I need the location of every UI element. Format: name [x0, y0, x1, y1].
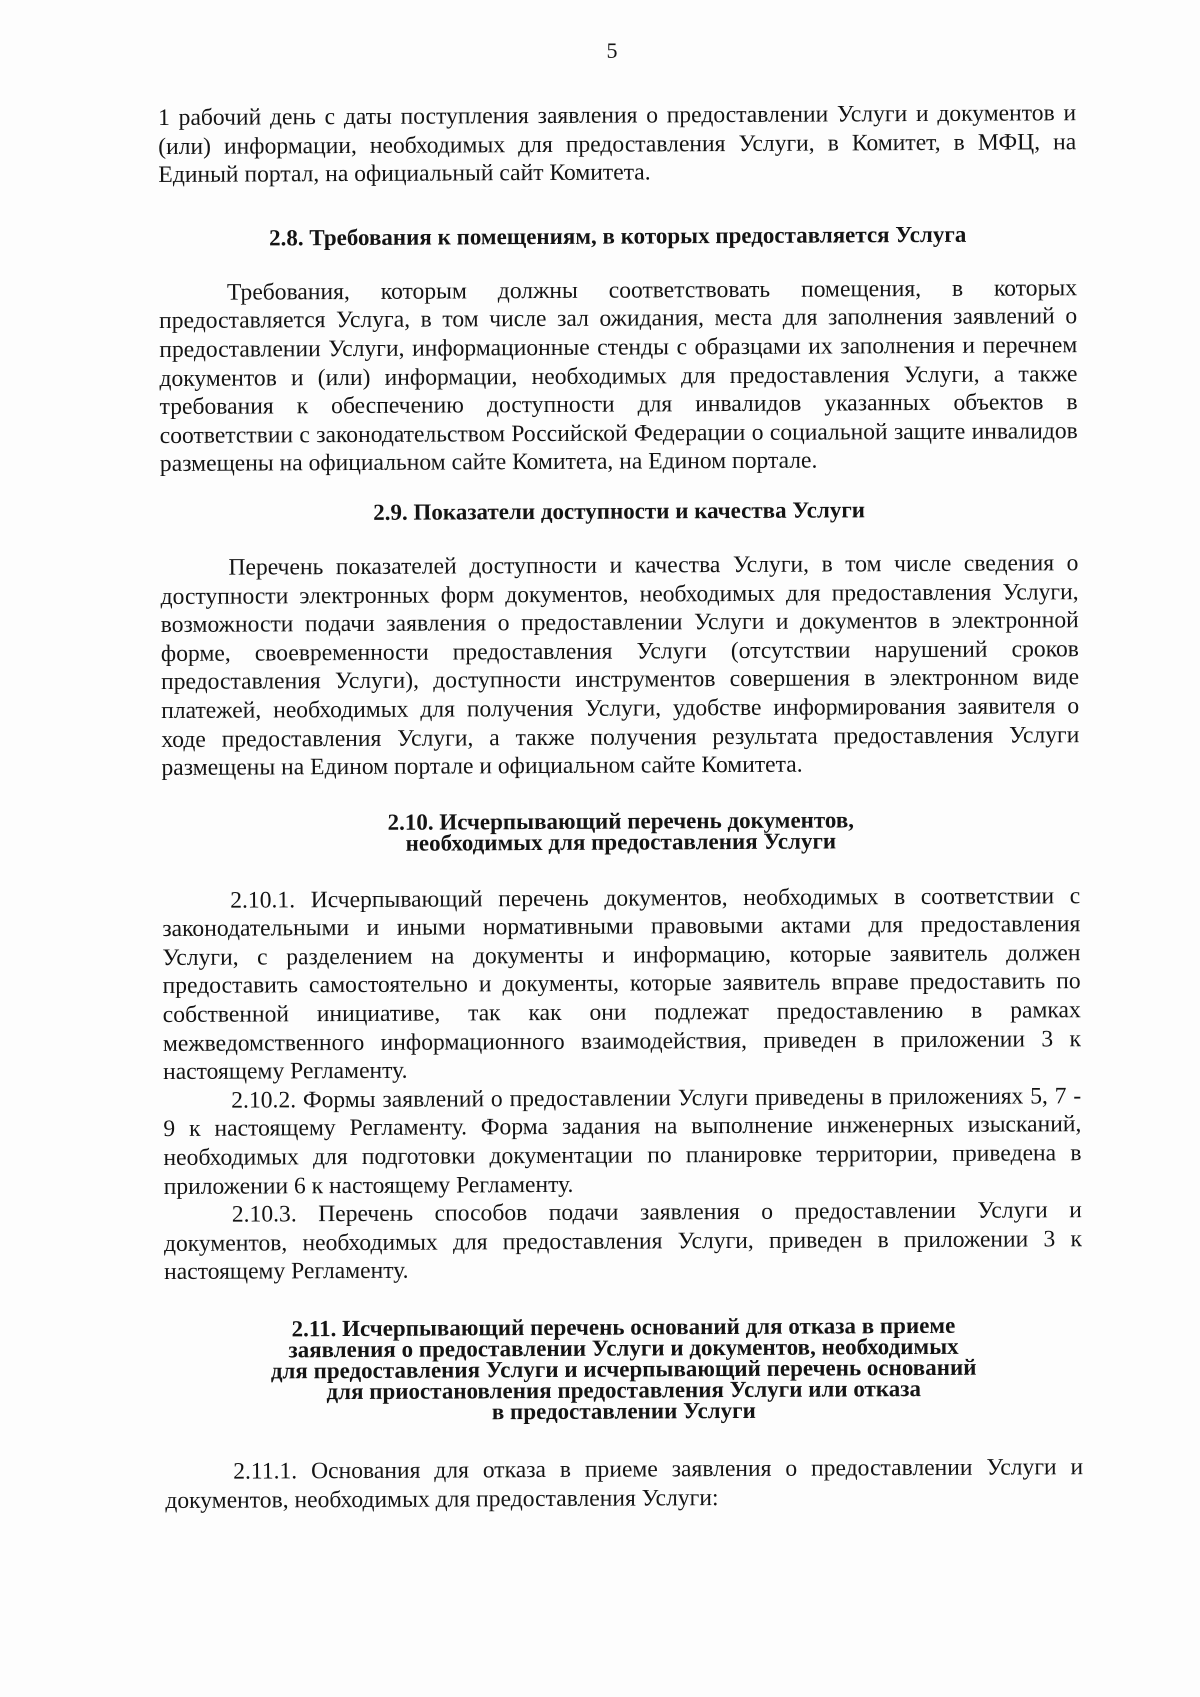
paragraph-2-10-1: 2.10.1. Исчерпывающий перечень документов, необходимых в соответствии с законодательными и иными нормативными правовыми актами для предоставления Услуги, с разделением на документы и информацию, которые заявитель должен предоставить самостоятельно и документы, которые заявитель вправе предоставить по собственной инициативе, так как они подлежат предоставлению в рамках межведомственного информационного взаимодействия, приведен в приложении 3 к настоящему Регламенту.: [162, 882, 1081, 1086]
document-body: [158, 99, 1083, 1515]
paragraph-2-8: Требования, которым должны соответствовать помещения, в которых предоставляется Услуга, в том числе зал ожидания, места для заполнения заявлений о предоставлении Услуги, информационные стенды с образцами их заполнения и перечнем документов и (или) информации, необходимых для предоставления Услуги, а также требования к обеспечению доступности для инвалидов указанных объектов в соответствии с законодательством Российской Федерации о социальной защите инвалидов размещены на официальном сайте Комитета, на Едином портале.: [159, 274, 1078, 478]
heading-2-10: 2.10. Исчерпывающий перечень документов, необходимых для предоставления Услуги: [387, 807, 855, 856]
paragraph-2-10-2: 2.10.2. Формы заявлений о предоставлении Услуги приведены в приложениях 5, 7 - 9 к настоящему Регламенту. Форма задания на выполнение инженерных изысканий, необходимых для подготовки документации по планировке территории, приведена в приложении 6 к настоящему Регламенту.: [163, 1083, 1082, 1200]
paragraph-2-9: Перечень показателей доступности и качества Услуги, в том числе сведения о доступности электронных форм документов, необходимых для предоставления Услуги, возможности подачи заявления о предоставлении Услуги и документов в электронной форме, своевременности предоставления Услуги (отсутствии нарушений сроков предоставления Услуги), доступности инструментов совершения в электронном виде платежей, необходимых для получения Услуги, удобстве информирования заявителя о ходе предоставления Услуги, а также получения результата предоставления Услуги размещены на Едином портале и официальном сайте Комитета.: [160, 550, 1080, 782]
paragraph-2-11-1: 2.11.1. Основания для отказа в приеме заявления о предоставлении Услуги и документов, необходимых для предоставления Услуги:: [165, 1454, 1084, 1514]
paragraph-2-10-3: 2.10.3. Перечень способов подачи заявления о предоставлении Услуги и документов, необходимых для предоставления Услуги, приведен в приложении 3 к настоящему Регламенту.: [163, 1197, 1083, 1286]
heading-2-8: 2.8. Требования к помещениям, в которых предоставляется Услуга: [269, 221, 967, 251]
page-number: 5: [606, 38, 618, 63]
paragraph-continuation: 1 рабочий день с даты поступления заявления о предоставлении Услуги и документов и (или) информации, необходимых для предоставления Услуги, в Комитет, в МФЦ, на Единый портал, на официальный сайт Комитета.: [158, 100, 1077, 189]
heading-2-9: 2.9. Показатели доступности и качества Услуги: [373, 497, 866, 525]
heading-2-11: 2.11. Исчерпывающий перечень оснований для отказа в приеме заявления о предоставлении Услуги и документов, необходимых для предоставления Услуги и исчерпывающий перечень оснований для приостановления предоставления Услуги или отказа в предоставлении Услуги: [270, 1312, 977, 1425]
